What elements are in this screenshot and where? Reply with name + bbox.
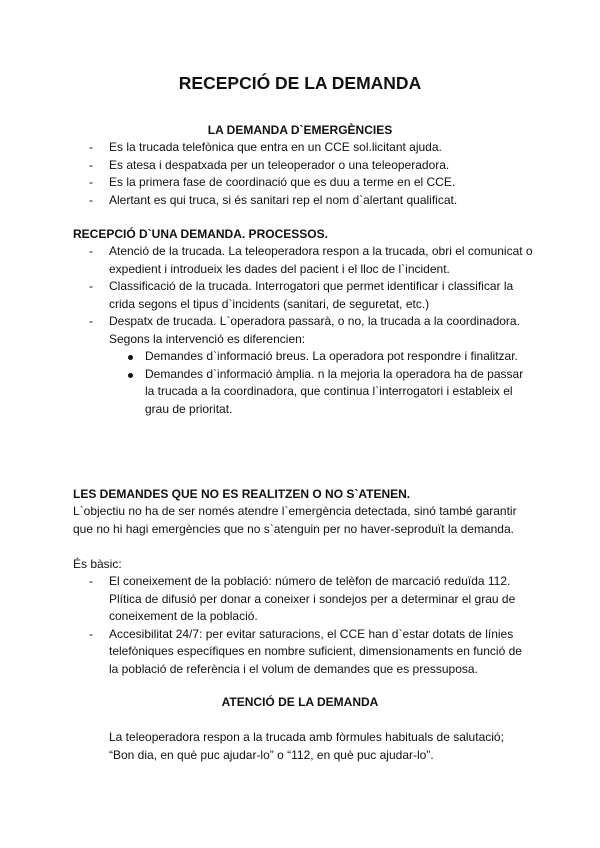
list-item: - Atenció de la trucada. La teleoperadora respon a la trucada, obri el comunicat o expedient i introdueix les dades del pacient i el lloc de l`incident. <box>73 243 533 278</box>
section-heading-reception-processes: RECEPCIÓ D`UNA DEMANDA. PROCESSOS. <box>73 227 328 241</box>
section-heading-unattended-demands: LES DEMANDES QUE NO ES REALITZEN O NO S`ATENEN. <box>73 487 411 501</box>
unattended-paragraph: L`objectiu no ha de ser només atendre l`emergència detectada, sinó també garantir que no hi hagi emergències que no s`atenguin per no haver-seproduït la demanda. <box>73 504 517 536</box>
sublist-item: Demandes d`informació breus. La operadora pot respondre i finalitzar. <box>109 348 533 366</box>
reception-processes-list <box>73 243 533 418</box>
list-item: - Accesibilitat 24/7: per evitar saturacions, el CCE han d`estar dotats de línies telefòniques específiques en nombre suficient, dimensionaments en funció de la població de referència i el volum de demandes que es pressuposa. <box>73 626 533 679</box>
section-heading-emergency-demand: LA DEMANDA D`EMERGÈNCIES <box>207 123 393 137</box>
list-item-text: Despatx de trucada. L`operadora passarà, o no, la trucada a la coordinadora. Segons la intervenció es diferencien: <box>109 314 520 346</box>
dispatch-sublist <box>109 348 533 418</box>
section-heading-demand-attention: ATENCIÓ DE LA DEMANDA <box>221 695 379 709</box>
basic-label: És bàsic: <box>73 557 122 571</box>
demand-attention-paragraph: La teleoperadora respon a la trucada amb fòrmules habituals de salutació; “Bon dia, en què puc ajudar-lo” o “112, en què puc ajudar-lo”. <box>109 730 504 762</box>
list-item: - Es la trucada telefònica que entra en un CCE sol.licitant ajuda. <box>73 139 533 157</box>
list-item: - Classificació de la trucada. Interrogatori que permet identificar i classificar la crida segons el tipus d`incidents (sanitari, de seguretat, etc.) <box>73 278 533 313</box>
list-item: - Es la primera fase de coordinació que es duu a terme en el CCE. <box>73 174 533 192</box>
list-item: - El coneixement de la població: número de telèfon de marcació reduïda 112. Plítica de difusió per donar a coneixer i sondejos per a determinar el grau de coneixement de la població. <box>73 573 533 626</box>
page-title: RECEPCIÓ DE LA DEMANDA <box>178 73 422 93</box>
list-item: - Es atesa i despatxada per un teleoperador o una teleoperadora. <box>73 157 533 175</box>
list-item <box>73 313 533 418</box>
basic-requirements-list <box>73 573 533 678</box>
emergency-demand-list <box>73 139 533 209</box>
list-item: - Alertant es qui truca, si és sanitari rep el nom d`alertant qualificat. <box>73 192 533 210</box>
sublist-item: Demandes d`informació àmplia. n la mejoria la operadora ha de passar la trucada a la coordinadora, que continua l`interrogatori i estableix el grau de prioritat. <box>109 366 533 419</box>
